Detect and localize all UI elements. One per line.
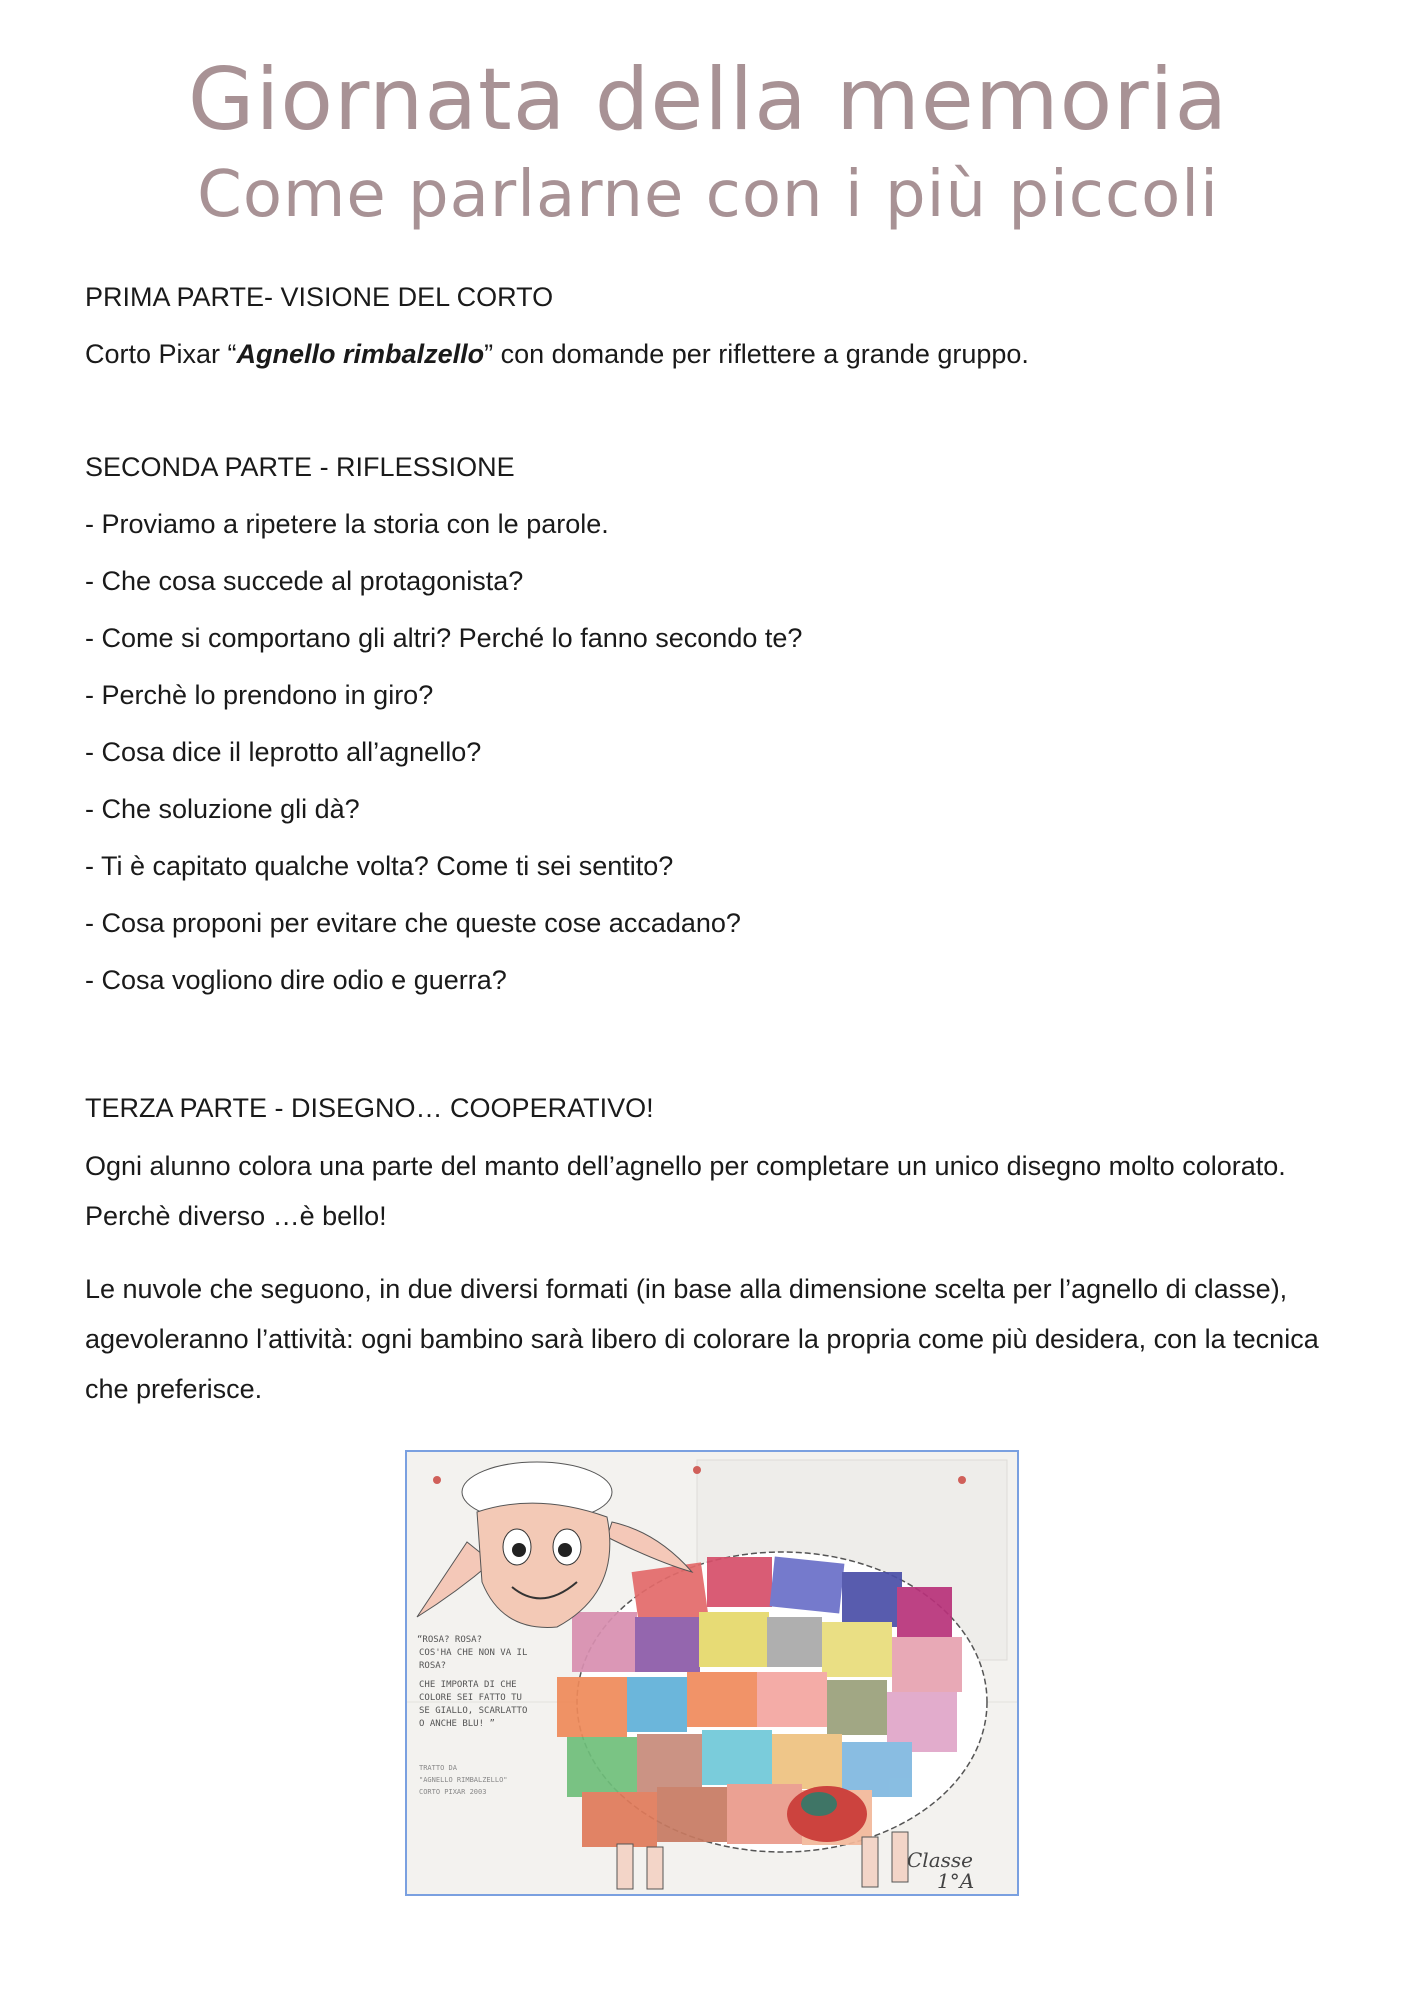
question-item: - Ti è capitato qualche volta? Come ti sei sentito? [85,851,674,881]
quote-line: “ROSA? ROSA? [417,1635,483,1645]
question-item: - Che cosa succede al protagonista? [85,566,524,596]
question-item: - Come si comportano gli altri? Perché lo fanno secondo te? [85,623,803,653]
intro-text-before: Corto Pixar “ [85,339,237,369]
question-item: - Perchè lo prendono in giro? [85,680,434,710]
question-list-wrapper [85,505,1335,1018]
source-line: TRATTO DA [419,1764,457,1772]
part2-heading: SECONDA PARTE - RIFLESSIONE [85,452,515,482]
part3-paragraph-2: Le nuvole che seguono, in due diversi formati (in base alla dimensione scelta per l’agnello di classe), agevoleranno l’attività: ogni bambino sarà libero di colorare la propria come più desidera, con la tecnica che preferisce. [85,1274,1319,1404]
part3-heading: TERZA PARTE - DISEGNO… COOPERATIVO! [85,1093,654,1123]
question-item: - Cosa proponi per evitare che queste cose accadano? [85,908,741,938]
signature-line: Classe [907,1848,973,1872]
question-item: - Cosa dice il leprotto all’agnello? [85,737,482,767]
page-subtitle: Come parlarne con i più piccoli [197,158,1219,232]
question-list [85,505,1335,1018]
quote-line: COS'HA CHE NON VA IL [419,1648,528,1658]
quote-line: SE GIALLO, SCARLATTO [419,1706,528,1716]
question-item: - Che soluzione gli dà? [85,794,360,824]
part3-paragraph-1: Ogni alunno colora una parte del manto dell’agnello per completare un unico disegno molto colorato. Perchè diverso …è bello! [85,1151,1286,1231]
film-title: Agnello rimbalzello [236,339,485,369]
source-line: CORTO PIXAR 2003 [419,1788,487,1796]
quote-line: ROSA? [419,1661,447,1671]
signature-line: 1°A [937,1869,975,1893]
question-item: - Cosa vogliono dire odio e guerra? [85,965,507,995]
quote-line: CHE IMPORTA DI CHE [419,1680,517,1690]
source-line: "AGNELLO RIMBALZELLO" [419,1776,508,1784]
part1-heading: PRIMA PARTE- VISIONE DEL CORTO [85,282,554,312]
intro-text-after: ” con domande per riflettere a grande gruppo. [484,339,1029,369]
part1-intro [85,335,1335,373]
question-item: - Proviamo a ripetere la storia con le parole. [85,509,609,539]
quote-line: O ANCHE BLU! ” [419,1719,495,1729]
lamb-drawing [407,1452,1017,1894]
page-title: Giornata della memoria [187,50,1229,150]
quote-line: COLORE SEI FATTO TU [419,1693,522,1703]
class-lamb-drawing-photo [405,1450,1019,1896]
